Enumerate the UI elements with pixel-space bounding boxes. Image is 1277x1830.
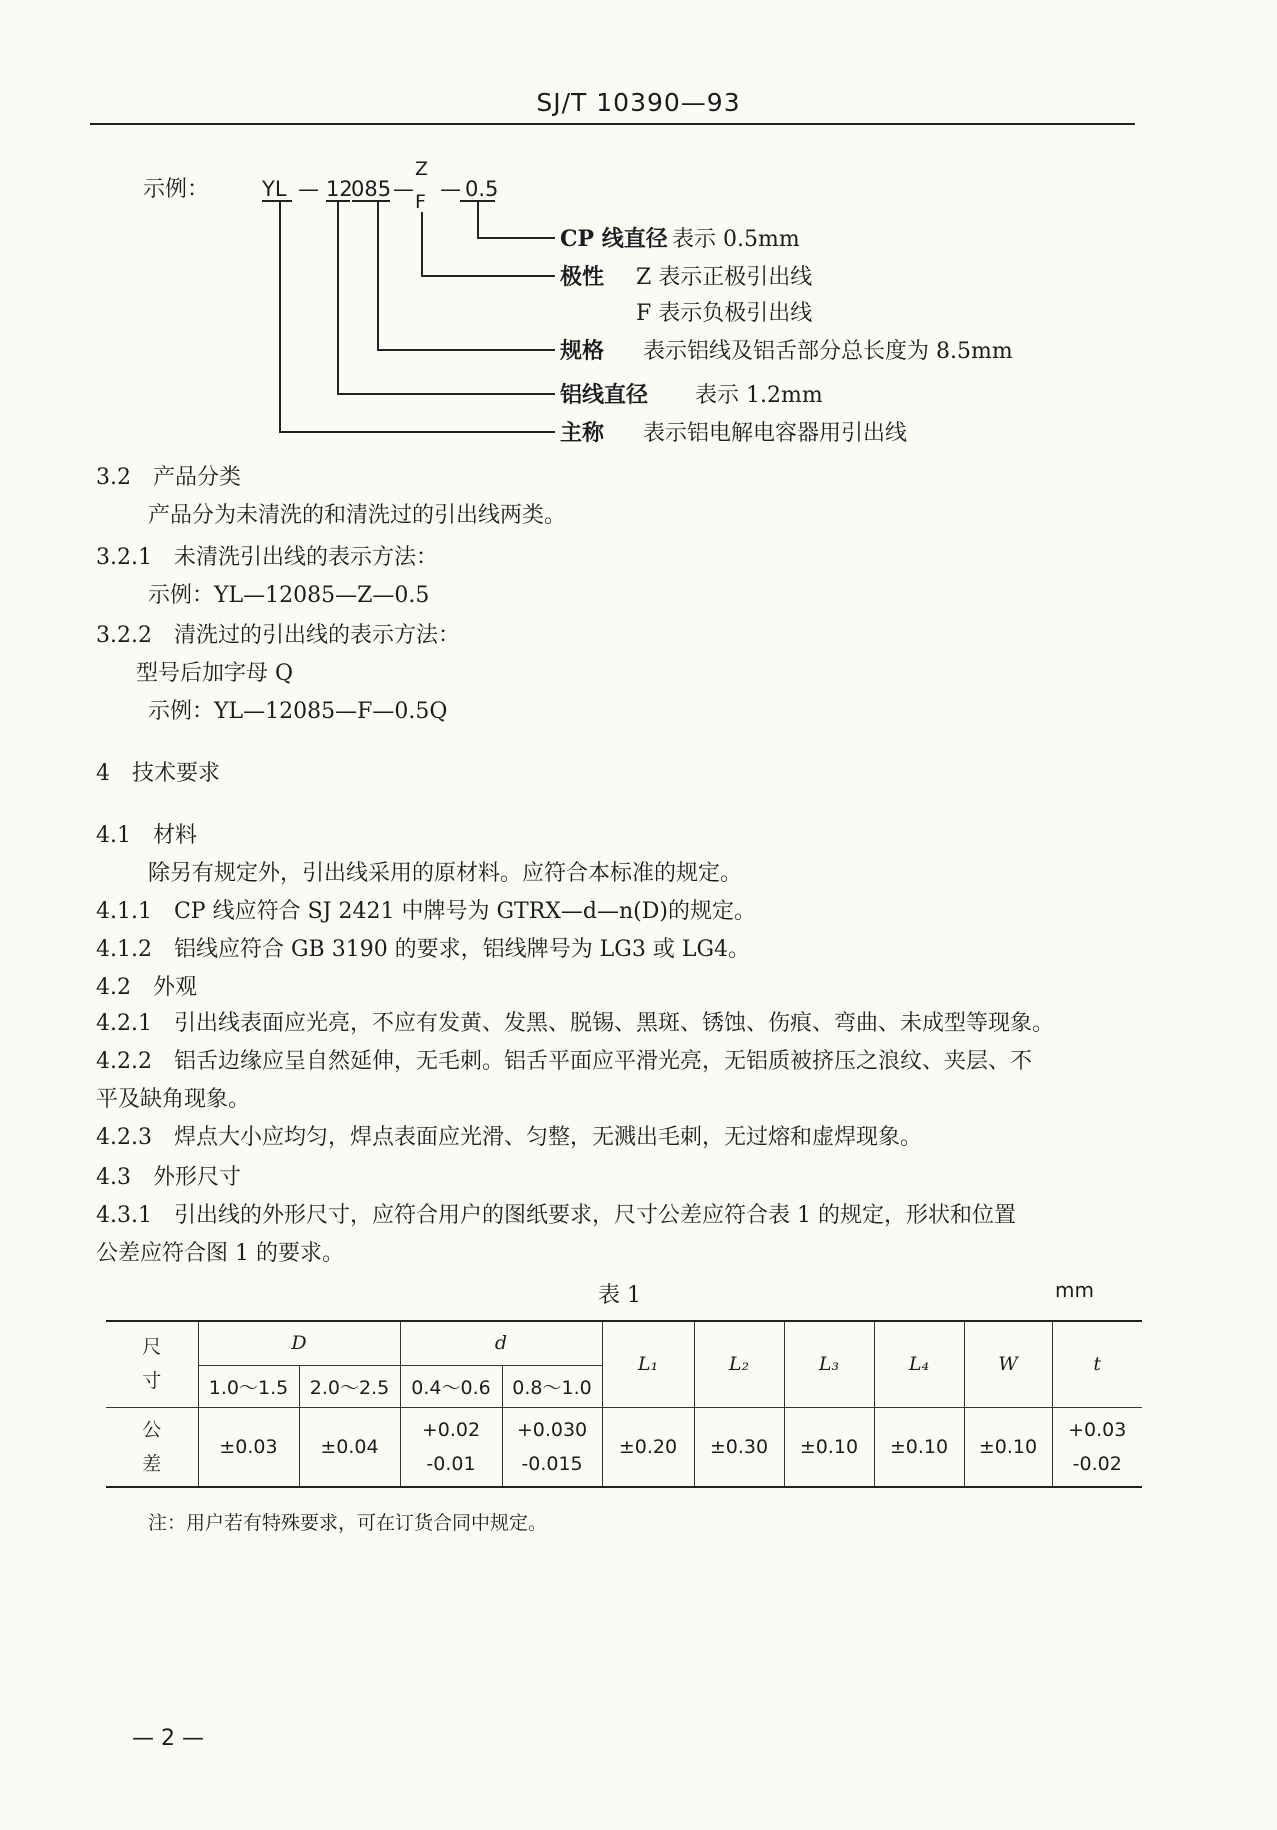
tolerance-table — [106, 1320, 1142, 1488]
tol-D-1: ±0.03 — [198, 1407, 299, 1487]
section-4-1-1: 4.1.1 CP 线应符合 SJ 2421 中牌号为 GTRX—d—n(D)的规定。 — [96, 899, 756, 924]
col-L2: L₂ — [694, 1321, 784, 1407]
section-4-2-2-line1: 4.2.2 铝舌边缘应呈自然延伸，无毛刺。铝舌平面应平滑光亮，无铝质被挤压之浪纹、夹层、不 — [96, 1049, 1032, 1074]
code-dash-3: — — [440, 177, 461, 201]
code-polarity-z: Z — [415, 158, 429, 180]
callout-desc-2: F 表示负极引出线 — [636, 301, 813, 326]
d-range-2: 0.8～1.0 — [502, 1365, 602, 1407]
col-t: t — [1052, 1321, 1142, 1407]
tol-L1: ±0.20 — [602, 1407, 694, 1487]
tol-L3: ±0.10 — [784, 1407, 874, 1487]
section-4-2-1: 4.2.1 引出线表面应光亮，不应有发黄、发黑、脱锡、黑斑、锈蚀、伤痕、弯曲、未成型等现象。 — [96, 1011, 1054, 1036]
row-header-tolerance: 公 差 — [106, 1407, 198, 1487]
section-3-2-2-example: 示例：YL—12085—F—0.5Q — [148, 699, 448, 724]
tol-D-2: ±0.04 — [299, 1407, 400, 1487]
section-4-2-heading: 4.2 外观 — [96, 975, 197, 1000]
code-cp-diameter: 0.5 — [465, 177, 499, 201]
section-3-2-2-heading: 3.2.2 清洗过的引出线的表示方法： — [96, 623, 460, 648]
code-dash-1: — — [298, 177, 319, 201]
callout-desc-3: 表示铝线及铝舌部分总长度为 8.5mm — [643, 339, 1013, 364]
row-header-size: 尺 寸 — [106, 1321, 198, 1407]
col-group-d: d — [400, 1321, 602, 1365]
col-L1: L₁ — [602, 1321, 694, 1407]
section-4-3-1-line2: 公差应符合图 1 的要求。 — [96, 1241, 344, 1266]
section-3-2-2-rule: 型号后加字母 Q — [136, 661, 294, 686]
col-W: W — [964, 1321, 1052, 1407]
col-group-D: D — [198, 1321, 400, 1365]
section-4-1-heading: 4.1 材料 — [96, 823, 197, 848]
section-3-2-1-heading: 3.2.1 未清洗引出线的表示方法： — [96, 545, 438, 570]
section-4-3-heading: 4.3 外形尺寸 — [96, 1165, 241, 1190]
model-code-diagram — [0, 0, 1277, 460]
code-wire-diameter: 12 — [326, 177, 353, 201]
example-lead: 示例： — [143, 177, 210, 202]
code-dash-2: — — [393, 177, 414, 201]
section-3-2-heading: 3.2 产品分类 — [96, 465, 241, 490]
section-4-3-1-line1: 4.3.1 引出线的外形尺寸，应符合用户的图纸要求，尺寸公差应符合表 1 的规定，形状和位置 — [96, 1203, 1016, 1228]
section-4-2-3: 4.2.3 焊点大小应均匀，焊点表面应光滑、匀整，无溅出毛刺，无过熔和虚焊现象。 — [96, 1125, 922, 1150]
table-caption: 表 1 — [598, 1283, 641, 1308]
table-unit: mm — [1055, 1278, 1094, 1302]
section-3-2-text: 产品分为未清洗的和清洗过的引出线两类。 — [148, 503, 567, 528]
D-range-1: 1.0～1.5 — [198, 1365, 299, 1407]
tol-W: ±0.10 — [964, 1407, 1052, 1487]
section-3-2-1-example: 示例：YL—12085—Z—0.5 — [148, 583, 430, 608]
table-note: 注：用户若有特殊要求，可在订货合同中规定。 — [148, 1512, 548, 1534]
standard-number: SJ/T 10390—93 — [536, 88, 741, 117]
col-L4: L₄ — [874, 1321, 964, 1407]
tol-L2: ±0.30 — [694, 1407, 784, 1487]
callout-term-1: 极性 — [560, 264, 605, 290]
callout-term-3: 规格 — [560, 338, 605, 364]
tol-L4: ±0.10 — [874, 1407, 964, 1487]
page-number: — 2 — — [132, 1726, 204, 1751]
callout-desc-0: 表示 0.5mm — [672, 227, 800, 252]
section-4-1-2: 4.1.2 铝线应符合 GB 3190 的要求，铝线牌号为 LG3 或 LG4。 — [96, 937, 751, 962]
tol-d-2: +0.030 -0.015 — [502, 1407, 602, 1487]
d-range-1: 0.4～0.6 — [400, 1365, 502, 1407]
col-L3: L₃ — [784, 1321, 874, 1407]
callout-desc-4: 表示 1.2mm — [695, 383, 823, 408]
code-length: 085 — [351, 177, 392, 201]
callout-desc-5: 表示铝电解电容器用引出线 — [643, 421, 908, 446]
section-4-1-text: 除另有规定外，引出线采用的原材料。应符合本标准的规定。 — [148, 861, 743, 886]
callout-term-0: CP 线直径 — [560, 226, 668, 252]
callout-lines — [262, 201, 555, 432]
tol-d-1: +0.02 -0.01 — [400, 1407, 502, 1487]
callout-desc-1: Z 表示正极引出线 — [636, 265, 813, 290]
callout-term-4: 铝线直径 — [560, 382, 649, 408]
section-4-2-2-line2: 平及缺角现象。 — [96, 1087, 251, 1112]
section-4-heading: 4 技术要求 — [96, 761, 220, 786]
D-range-2: 2.0～2.5 — [299, 1365, 400, 1407]
code-prefix: YL — [262, 177, 287, 201]
callout-term-5: 主称 — [560, 420, 605, 446]
tol-t: +0.03 -0.02 — [1052, 1407, 1142, 1487]
code-polarity-f: F — [415, 191, 426, 213]
